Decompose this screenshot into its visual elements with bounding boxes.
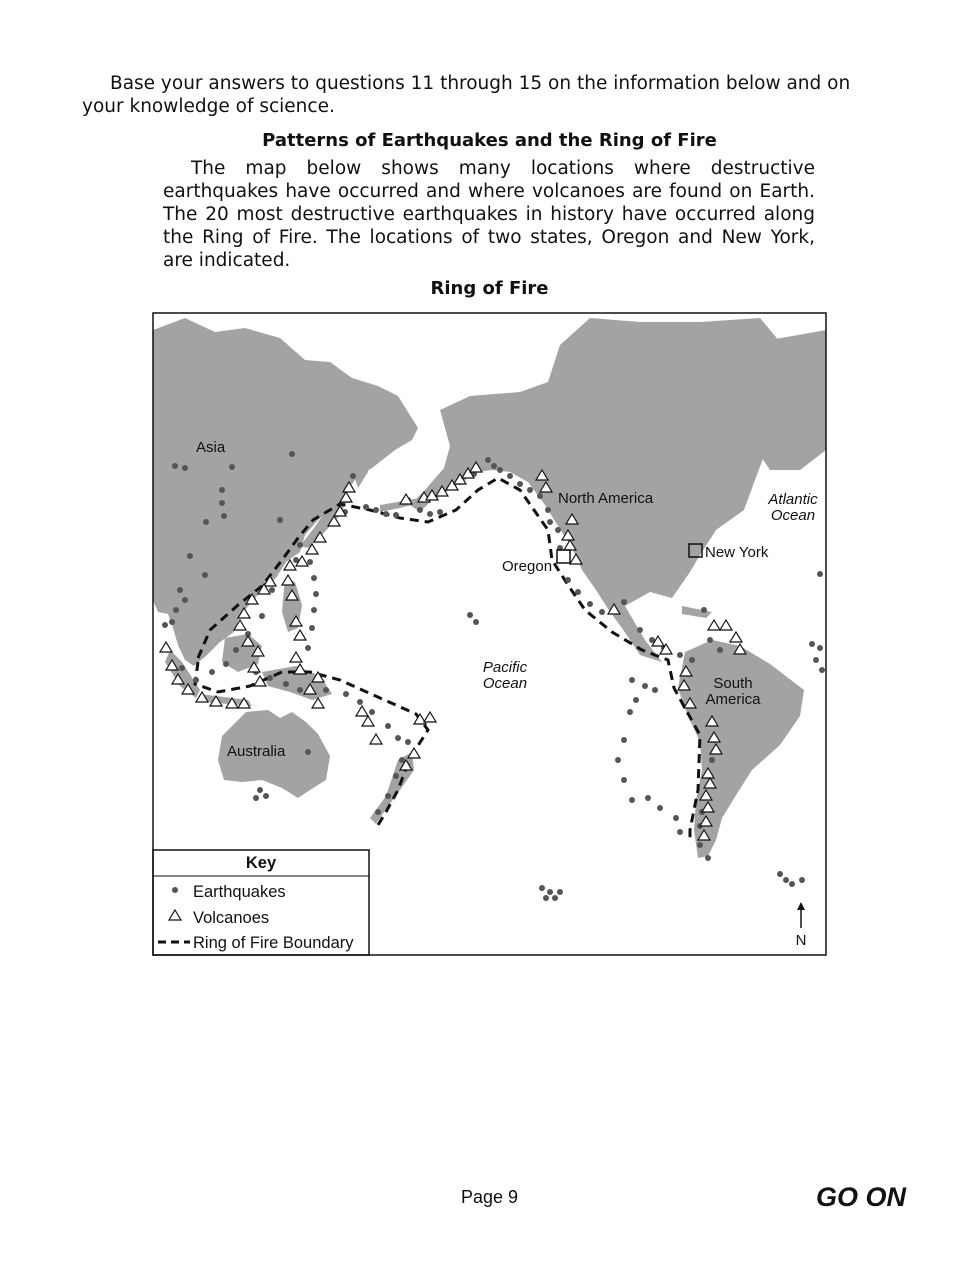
oregon-label: Oregon [502, 558, 553, 575]
pacific-label-2: Ocean [482, 675, 528, 692]
passage-heading: Patterns of Earthquakes and the Ring of Fire [262, 130, 717, 151]
south-america-label-1: South [713, 675, 753, 692]
key-title: Key [245, 854, 277, 872]
north-america-label: North America [558, 490, 654, 507]
atlantic-label-2: Ocean [770, 507, 816, 524]
passage-text: The map below shows many locations where destructive earthquakes have occurred and where volcanoes are found on Earth. The 20 most destructive earthquakes in history have occurred along the Ring of Fire. The locations of two states, Oregon and New York, are indicated. [163, 158, 815, 271]
atlantic-label-1: Atlantic [768, 491, 818, 508]
australia-label: Australia [227, 743, 286, 760]
intro-text: Base your answers to questions 11 through 15 on the information below and on your knowledge of science. [82, 73, 851, 117]
south-america-label-2: America [705, 691, 761, 708]
key-boundary: Ring of Fire Boundary [193, 934, 354, 952]
go-on-label: GO ON [816, 1182, 907, 1212]
pacific-label-1: Pacific [482, 659, 528, 676]
asia-label: Asia [196, 439, 226, 456]
key-earthquakes: Earthquakes [193, 883, 286, 901]
map-key [153, 850, 369, 955]
north-label: N [795, 932, 807, 949]
page-number: Page 9 [460, 1187, 519, 1207]
earthquake-key-icon [172, 887, 178, 893]
key-volcanoes: Volcanoes [193, 909, 270, 927]
new-york-label: New York [705, 544, 769, 561]
map-title: Ring of Fire [430, 278, 549, 299]
